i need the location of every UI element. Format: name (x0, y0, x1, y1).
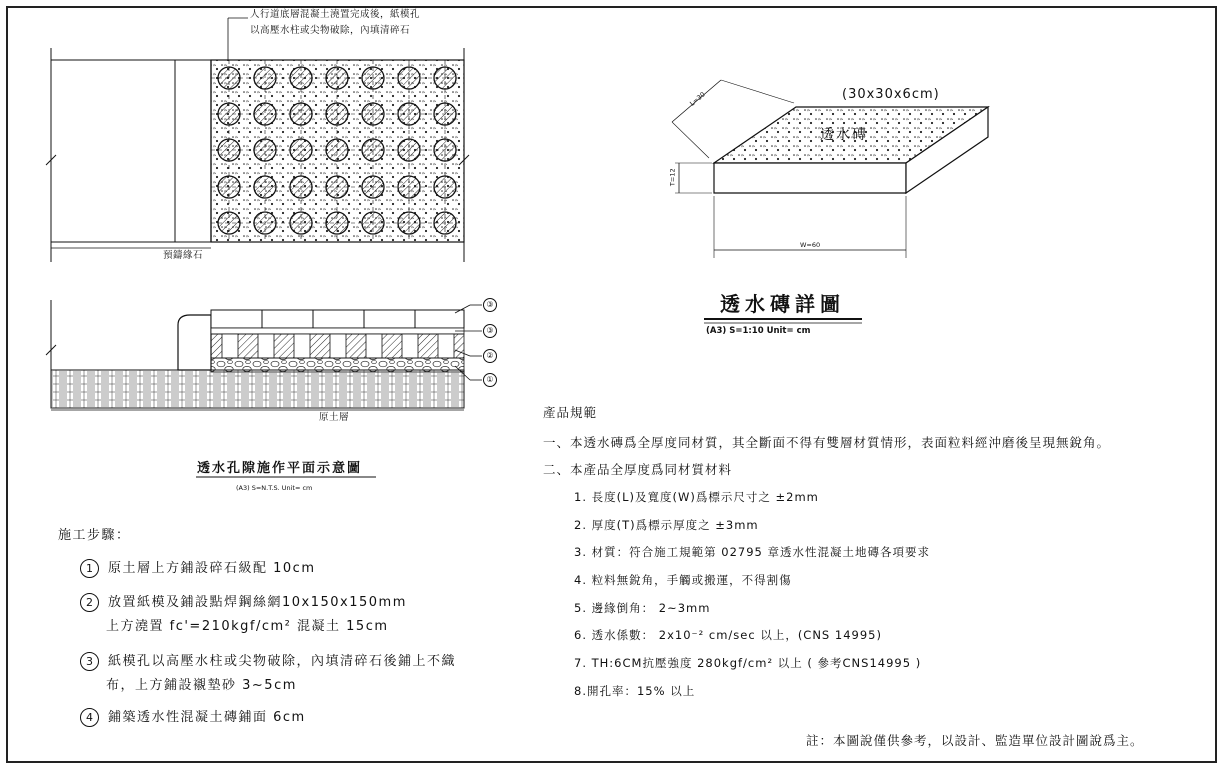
drain-hole (398, 176, 420, 198)
drain-hole (290, 139, 312, 161)
drain-hole (362, 103, 384, 125)
plan-note-line1: 人行道底層混凝土澆置完成後，紙模孔 (250, 9, 421, 20)
drain-hole (326, 139, 348, 161)
step-text: 放置紙模及鋪設點焊鋼絲網10x150x150mm (108, 595, 407, 610)
specs-heading: 產品規範 (543, 405, 598, 420)
drain-hole (326, 176, 348, 198)
layer-marker: ① (483, 373, 497, 387)
spec-main-2: 二、本產品全厚度爲同材質材料 (543, 462, 733, 477)
drain-hole (434, 67, 456, 89)
brick-size-label: (30x30x6cm) (842, 87, 940, 102)
drain-hole (326, 67, 348, 89)
spec-item: 8.開孔率：15% 以上 (574, 684, 696, 698)
drain-hole (254, 176, 276, 198)
dim-length: L=30 (688, 90, 707, 108)
spec-item: 7. TH:6CM抗壓強度 280kgf/cm² 以上 ( 參考CNS14995 ) (574, 656, 922, 670)
drain-hole (290, 212, 312, 234)
drain-hole (362, 176, 384, 198)
ground-label: 原土層 (319, 412, 350, 423)
drain-hole (218, 176, 240, 198)
drain-hole (362, 139, 384, 161)
plan-scale: (A3) S=N.T.S. Unit= cm (236, 484, 313, 492)
drain-hole (254, 103, 276, 125)
drain-hole (218, 139, 240, 161)
drain-hole (290, 67, 312, 89)
dim-thickness: T=12 (668, 168, 677, 187)
drain-hole (218, 212, 240, 234)
step-3 (80, 652, 456, 671)
spec-item: 1. 長度(L)及寬度(W)爲標示尺寸之 ±2mm (574, 490, 819, 504)
spec-main-1: 一、本透水磚爲全厚度同材質，其全斷面不得有雙層材質情形，表面粒料經沖磨後呈現無銳角。 (543, 435, 1111, 450)
step-text: 原土層上方鋪設碎石級配 10cm (108, 561, 316, 576)
drain-hole (398, 212, 420, 234)
plan-title: 透水孔隙施作平面示意圖 (197, 461, 363, 476)
step-4 (80, 708, 306, 727)
drain-hole (398, 67, 420, 89)
drain-hole (362, 212, 384, 234)
layer-marker: ② (483, 349, 497, 363)
step-number: 4 (80, 708, 99, 727)
brick-detail-title: 透水磚詳圖 (720, 292, 845, 316)
step-number: 1 (80, 559, 99, 578)
step-1 (80, 559, 316, 578)
step-3-cont: 布，上方鋪設襯墊砂 3~5cm (106, 678, 297, 693)
drain-hole (290, 103, 312, 125)
brick-face-label: 透水磚 (820, 127, 868, 143)
step-text: 鋪築透水性混凝土磚鋪面 6cm (108, 710, 306, 725)
curb-label: 預鑄緣石 (163, 250, 204, 261)
plan-note-line2: 以高壓水柱或尖物破除，內填清碎石 (250, 25, 411, 36)
drain-hole (398, 103, 420, 125)
drain-hole (434, 139, 456, 161)
drain-hole (434, 176, 456, 198)
step-2-cont: 上方澆置 fc'=210kgf/cm² 混凝土 15cm (106, 619, 389, 634)
brick-detail-scale: (A3) S=1:10 Unit= cm (706, 326, 811, 336)
drain-hole (290, 176, 312, 198)
drawing-note: 註：本圖說僅供參考，以設計、監造單位設計圖說爲主。 (806, 733, 1144, 748)
drain-hole (326, 212, 348, 234)
spec-item: 5. 邊緣倒角： 2~3mm (574, 601, 711, 615)
drain-hole (254, 67, 276, 89)
spec-item: 4. 粒料無銳角，手觸或搬運，不得割傷 (574, 573, 792, 587)
layer-marker: ③ (483, 324, 497, 338)
drain-hole (218, 67, 240, 89)
drain-hole (362, 67, 384, 89)
step-text: 紙模孔以高壓水柱或尖物破除，內填清碎石後鋪上不織 (108, 654, 457, 669)
drain-hole (326, 103, 348, 125)
drain-hole (254, 212, 276, 234)
step-number: 3 (80, 652, 99, 671)
step-number: 2 (80, 593, 99, 612)
spec-item: 6. 透水係數： 2x10⁻² cm/sec 以上，(CNS 14995) (574, 628, 882, 642)
drain-hole (434, 103, 456, 125)
step-2 (80, 593, 407, 612)
dim-width: W=60 (800, 241, 821, 249)
drain-hole (398, 139, 420, 161)
drain-hole (254, 139, 276, 161)
spec-item: 2. 厚度(T)爲標示厚度之 ±3mm (574, 518, 759, 532)
drain-hole (218, 103, 240, 125)
drain-hole (434, 212, 456, 234)
spec-item: 3. 材質：符合施工規範第 02795 章透水性混凝土地磚各項要求 (574, 545, 931, 559)
steps-heading: 施工步驟： (58, 528, 131, 543)
layer-marker: ③ (483, 298, 497, 312)
